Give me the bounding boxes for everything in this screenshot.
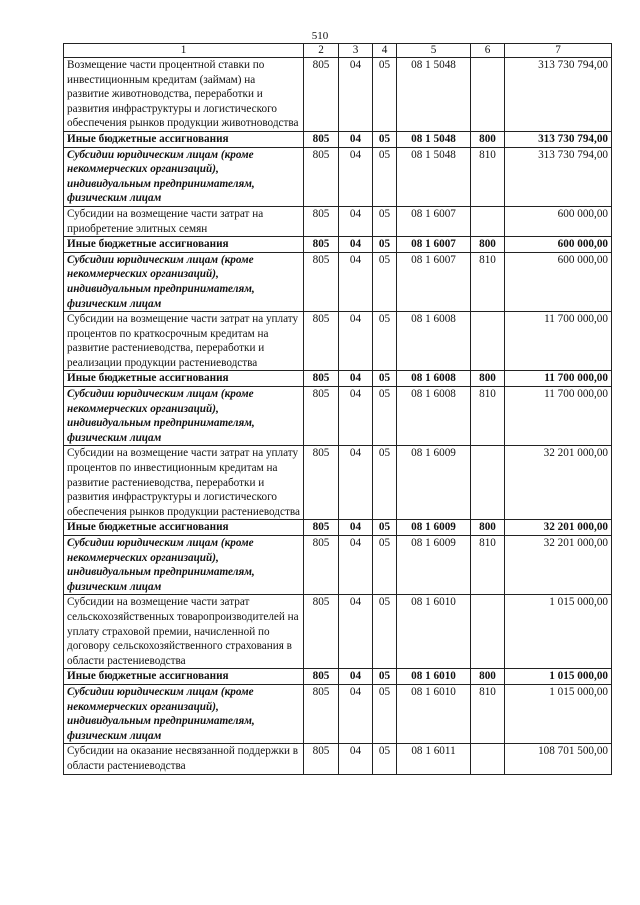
expense-type-code: 800 (471, 371, 505, 387)
section-code: 04 (339, 131, 373, 147)
table-row (64, 237, 612, 253)
page-number: 510 (311, 30, 329, 42)
section-code: 04 (339, 536, 373, 595)
expense-type-code: 810 (471, 387, 505, 446)
subsection-code: 05 (373, 446, 397, 520)
ministry-code: 805 (304, 371, 339, 387)
table-row (64, 131, 612, 147)
row-description: Субсидии юридическим лицам (кроме некоммерческих организаций), индивидуальным предпринимателям, физическим лицам (64, 387, 304, 446)
row-description: Иные бюджетные ассигнования (64, 669, 304, 685)
ministry-code: 805 (304, 446, 339, 520)
expense-type-code: 800 (471, 237, 505, 253)
amount: 1 015 000,00 (505, 595, 612, 669)
table-row (64, 147, 612, 206)
column-header: 7 (505, 44, 612, 58)
expense-type-code: 810 (471, 147, 505, 206)
target-article-code: 08 1 6007 (397, 237, 471, 253)
section-code: 04 (339, 371, 373, 387)
table-row (64, 252, 612, 311)
target-article-code: 08 1 6009 (397, 446, 471, 520)
section-code: 04 (339, 744, 373, 774)
ministry-code: 805 (304, 252, 339, 311)
expense-type-code (471, 595, 505, 669)
table-body (64, 58, 612, 775)
target-article-code: 08 1 6008 (397, 312, 471, 371)
amount: 313 730 794,00 (505, 147, 612, 206)
section-code: 04 (339, 206, 373, 236)
subsection-code: 05 (373, 595, 397, 669)
section-code: 04 (339, 669, 373, 685)
ministry-code: 805 (304, 669, 339, 685)
ministry-code: 805 (304, 387, 339, 446)
target-article-code: 08 1 6011 (397, 744, 471, 774)
ministry-code: 805 (304, 58, 339, 132)
table-row (64, 446, 612, 520)
target-article-code: 08 1 6010 (397, 669, 471, 685)
expense-type-code: 800 (471, 669, 505, 685)
amount: 32 201 000,00 (505, 536, 612, 595)
subsection-code: 05 (373, 252, 397, 311)
amount: 32 201 000,00 (505, 446, 612, 520)
column-header: 5 (397, 44, 471, 58)
expense-type-code (471, 312, 505, 371)
target-article-code: 08 1 5048 (397, 131, 471, 147)
target-article-code: 08 1 6010 (397, 595, 471, 669)
subsection-code: 05 (373, 147, 397, 206)
row-description: Возмещение части процентной ставки по инвестиционным кредитам (займам) на развитие животноводства, переработки и развития инфраструктуры и логистического обеспечения рынков продукции животноводства (64, 58, 304, 132)
ministry-code: 805 (304, 684, 339, 743)
target-article-code: 08 1 5048 (397, 147, 471, 206)
table-row (64, 669, 612, 685)
amount: 600 000,00 (505, 206, 612, 236)
row-description: Субсидии на возмещение части затрат на приобретение элитных семян (64, 206, 304, 236)
table-row (64, 312, 612, 371)
row-description: Субсидии юридическим лицам (кроме некоммерческих организаций), индивидуальным предпринимателям, физическим лицам (64, 536, 304, 595)
target-article-code: 08 1 5048 (397, 58, 471, 132)
column-header: 4 (373, 44, 397, 58)
row-description: Иные бюджетные ассигнования (64, 131, 304, 147)
row-description: Иные бюджетные ассигнования (64, 237, 304, 253)
table-row (64, 595, 612, 669)
target-article-code: 08 1 6007 (397, 206, 471, 236)
target-article-code: 08 1 6010 (397, 684, 471, 743)
amount: 11 700 000,00 (505, 371, 612, 387)
row-description: Субсидии на оказание несвязанной поддержки в области растениеводства (64, 744, 304, 774)
section-code: 04 (339, 58, 373, 132)
ministry-code: 805 (304, 520, 339, 536)
amount: 1 015 000,00 (505, 684, 612, 743)
section-code: 04 (339, 520, 373, 536)
subsection-code: 05 (373, 131, 397, 147)
target-article-code: 08 1 6009 (397, 536, 471, 595)
subsection-code: 05 (373, 58, 397, 132)
budget-table (63, 43, 612, 775)
expense-type-code: 810 (471, 252, 505, 311)
expense-type-code (471, 58, 505, 132)
subsection-code: 05 (373, 744, 397, 774)
section-code: 04 (339, 252, 373, 311)
table-row (64, 684, 612, 743)
section-code: 04 (339, 595, 373, 669)
row-description: Иные бюджетные ассигнования (64, 371, 304, 387)
expense-type-code: 810 (471, 684, 505, 743)
subsection-code: 05 (373, 669, 397, 685)
amount: 313 730 794,00 (505, 58, 612, 132)
expense-type-code (471, 446, 505, 520)
section-code: 04 (339, 387, 373, 446)
section-code: 04 (339, 237, 373, 253)
column-header: 2 (304, 44, 339, 58)
table-row (64, 206, 612, 236)
subsection-code: 05 (373, 520, 397, 536)
amount: 11 700 000,00 (505, 387, 612, 446)
target-article-code: 08 1 6008 (397, 371, 471, 387)
section-code: 04 (339, 446, 373, 520)
subsection-code: 05 (373, 536, 397, 595)
column-header: 6 (471, 44, 505, 58)
expense-type-code: 800 (471, 520, 505, 536)
table-row (64, 371, 612, 387)
amount: 32 201 000,00 (505, 520, 612, 536)
subsection-code: 05 (373, 206, 397, 236)
ministry-code: 805 (304, 595, 339, 669)
expense-type-code (471, 206, 505, 236)
row-description: Субсидии юридическим лицам (кроме некоммерческих организаций), индивидуальным предпринимателям, физическим лицам (64, 147, 304, 206)
amount: 1 015 000,00 (505, 669, 612, 685)
row-description: Субсидии на возмещение части затрат на уплату процентов по инвестиционным кредитам на развитие растениеводства, переработки и развития инфраструктуры и логистического обеспечения рынков продукции растениеводства (64, 446, 304, 520)
table-row (64, 520, 612, 536)
row-description: Субсидии юридическим лицам (кроме некоммерческих организаций), индивидуальным предпринимателям, физическим лицам (64, 252, 304, 311)
ministry-code: 805 (304, 312, 339, 371)
column-header: 3 (339, 44, 373, 58)
section-code: 04 (339, 684, 373, 743)
ministry-code: 805 (304, 744, 339, 774)
expense-type-code: 800 (471, 131, 505, 147)
subsection-code: 05 (373, 387, 397, 446)
ministry-code: 805 (304, 536, 339, 595)
table-row (64, 387, 612, 446)
amount: 600 000,00 (505, 237, 612, 253)
amount: 11 700 000,00 (505, 312, 612, 371)
target-article-code: 08 1 6009 (397, 520, 471, 536)
section-code: 04 (339, 312, 373, 371)
column-header: 1 (64, 44, 304, 58)
subsection-code: 05 (373, 684, 397, 743)
table-row (64, 536, 612, 595)
ministry-code: 805 (304, 237, 339, 253)
expense-type-code: 810 (471, 536, 505, 595)
table-row (64, 58, 612, 132)
table-row (64, 744, 612, 774)
ministry-code: 805 (304, 147, 339, 206)
expense-type-code (471, 744, 505, 774)
row-description: Субсидии на возмещение части затрат на уплату процентов по краткосрочным кредитам на развитие растениеводства, переработки и реализации продукции растениеводства (64, 312, 304, 371)
subsection-code: 05 (373, 312, 397, 371)
ministry-code: 805 (304, 206, 339, 236)
subsection-code: 05 (373, 371, 397, 387)
section-code: 04 (339, 147, 373, 206)
ministry-code: 805 (304, 131, 339, 147)
amount: 108 701 500,00 (505, 744, 612, 774)
target-article-code: 08 1 6008 (397, 387, 471, 446)
amount: 313 730 794,00 (505, 131, 612, 147)
row-description: Субсидии на возмещение части затрат сельскохозяйственных товаропроизводителей на уплату страховой премии, начисленной по договору сельскохозяйственного страхования в области растениеводства (64, 595, 304, 669)
amount: 600 000,00 (505, 252, 612, 311)
target-article-code: 08 1 6007 (397, 252, 471, 311)
table-header-row (64, 44, 612, 58)
row-description: Субсидии юридическим лицам (кроме некоммерческих организаций), индивидуальным предпринимателям, физическим лицам (64, 684, 304, 743)
row-description: Иные бюджетные ассигнования (64, 520, 304, 536)
subsection-code: 05 (373, 237, 397, 253)
